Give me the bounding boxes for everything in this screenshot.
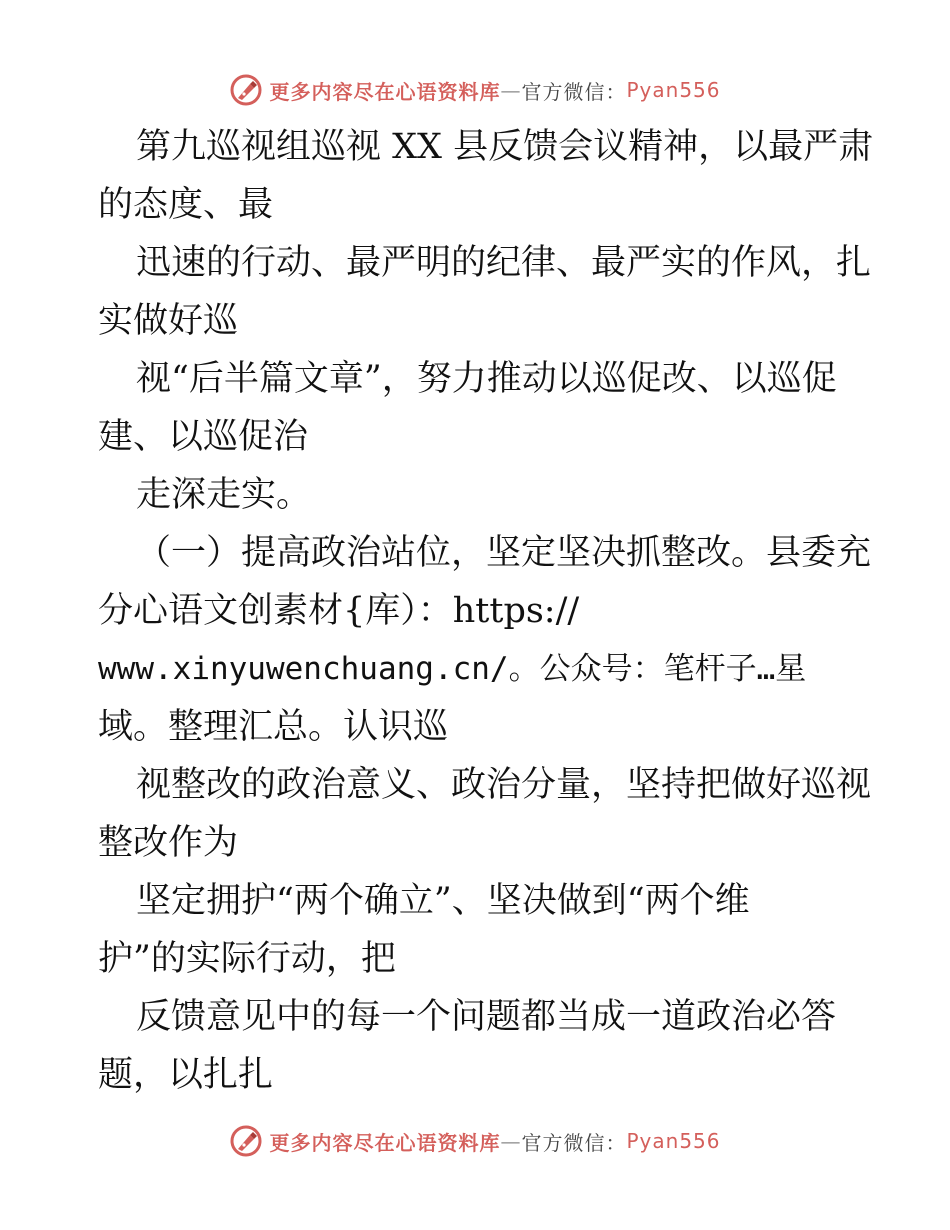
banner-separator: — bbox=[500, 1129, 522, 1153]
banner-wechat-id: Pyan556 bbox=[626, 78, 721, 102]
text-line: 第九巡视组巡视 XX 县反馈会议精神，以最严肃 bbox=[136, 127, 874, 167]
text-line: 迅速的行动、最严明的纪律、最严实的作风，扎 bbox=[136, 243, 872, 283]
banner-wechat-id: Pyan556 bbox=[626, 1129, 721, 1153]
text-line: 护”的实际行动，把 bbox=[98, 939, 396, 979]
pen-nib-logo-icon bbox=[229, 73, 263, 107]
banner-wechat-label: 官方微信： bbox=[521, 1130, 627, 1155]
text-line: （一）提高政治站位，坚定坚决抓整改。县委充 bbox=[136, 533, 872, 573]
text-line: 坚定拥护“两个确立”、坚决做到“两个维 bbox=[136, 881, 750, 921]
text-line: 的态度、最 bbox=[98, 185, 274, 225]
text-line-url: www.xinyuwenchuang.cn/。公众号：笔杆子…星 bbox=[98, 651, 807, 687]
text-line: 整改作为 bbox=[98, 823, 239, 863]
text-line: 建、以巡促治 bbox=[98, 417, 309, 457]
banner-wechat-label: 官方微信： bbox=[521, 79, 627, 104]
text-line: 分心语文创素材{库）：https:// bbox=[98, 591, 580, 631]
banner-site-text: 更多内容尽在心语资料库 bbox=[269, 1130, 501, 1155]
text-line: 域。整理汇总。认识巡 bbox=[98, 707, 449, 747]
header-watermark-banner bbox=[0, 70, 950, 110]
text-line: 走深走实。 bbox=[136, 475, 312, 515]
pen-nib-logo-icon bbox=[229, 1124, 263, 1158]
banner-separator: — bbox=[500, 78, 522, 102]
text-line: 实做好巡 bbox=[98, 301, 239, 341]
footer-watermark-banner bbox=[0, 1121, 950, 1161]
text-line: 视整改的政治意义、政治分量，坚持把做好巡视 bbox=[136, 765, 872, 805]
banner-site-text: 更多内容尽在心语资料库 bbox=[269, 79, 501, 104]
text-line: 反馈意见中的每一个问题都当成一道政治必答 bbox=[136, 997, 837, 1037]
text-line: 题，以扎扎 bbox=[98, 1055, 274, 1095]
text-line: 视“后半篇文章”，努力推动以巡促改、以巡促 bbox=[136, 359, 837, 399]
